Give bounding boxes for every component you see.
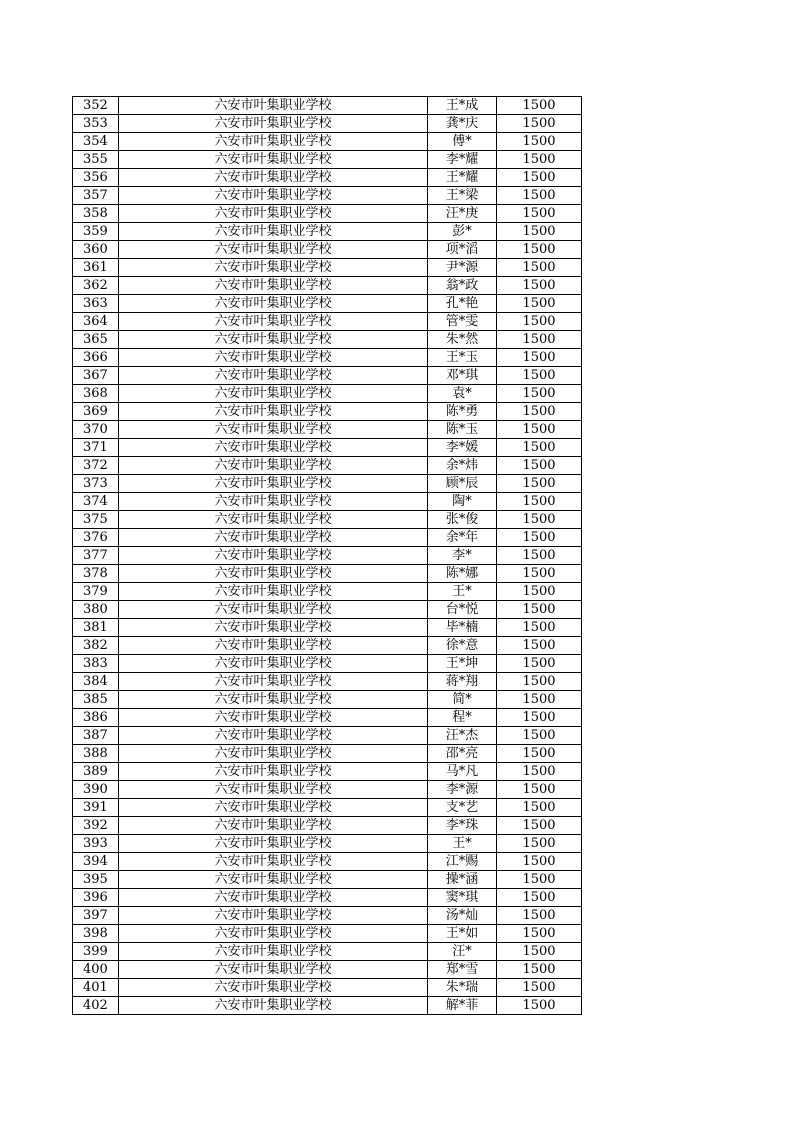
row-index-cell: 359 — [73, 223, 119, 241]
table-row — [73, 421, 582, 439]
student-name-cell: 王*如 — [428, 925, 497, 943]
table-row — [73, 673, 582, 691]
amount-cell: 1500 — [497, 385, 582, 403]
student-name-cell: 汪*杰 — [428, 727, 497, 745]
amount-cell: 1500 — [497, 781, 582, 799]
school-name-cell: 六安市叶集职业学校 — [119, 961, 428, 979]
amount-cell: 1500 — [497, 979, 582, 997]
row-index-cell: 383 — [73, 655, 119, 673]
table-row — [73, 817, 582, 835]
school-name-cell: 六安市叶集职业学校 — [119, 601, 428, 619]
amount-cell: 1500 — [497, 709, 582, 727]
school-name-cell: 六安市叶集职业学校 — [119, 529, 428, 547]
amount-cell: 1500 — [497, 835, 582, 853]
student-name-cell: 李*珠 — [428, 817, 497, 835]
student-name-cell: 孔*艳 — [428, 295, 497, 313]
row-index-cell: 362 — [73, 277, 119, 295]
student-name-cell: 张*俊 — [428, 511, 497, 529]
amount-cell: 1500 — [497, 349, 582, 367]
row-index-cell: 357 — [73, 187, 119, 205]
school-name-cell: 六安市叶集职业学校 — [119, 979, 428, 997]
school-name-cell: 六安市叶集职业学校 — [119, 637, 428, 655]
table-row — [73, 835, 582, 853]
amount-cell: 1500 — [497, 403, 582, 421]
school-name-cell: 六安市叶集职业学校 — [119, 115, 428, 133]
table-row — [73, 151, 582, 169]
amount-cell: 1500 — [497, 655, 582, 673]
school-name-cell: 六安市叶集职业学校 — [119, 187, 428, 205]
school-name-cell: 六安市叶集职业学校 — [119, 385, 428, 403]
student-name-cell: 王* — [428, 583, 497, 601]
school-name-cell: 六安市叶集职业学校 — [119, 367, 428, 385]
row-index-cell: 369 — [73, 403, 119, 421]
row-index-cell: 375 — [73, 511, 119, 529]
amount-cell: 1500 — [497, 871, 582, 889]
table-row — [73, 979, 582, 997]
school-name-cell: 六安市叶集职业学校 — [119, 889, 428, 907]
amount-cell: 1500 — [497, 133, 582, 151]
school-name-cell: 六安市叶集职业学校 — [119, 745, 428, 763]
row-index-cell: 356 — [73, 169, 119, 187]
row-index-cell: 396 — [73, 889, 119, 907]
table-row — [73, 547, 582, 565]
student-name-cell: 蒋*翔 — [428, 673, 497, 691]
table-row — [73, 601, 582, 619]
table-row — [73, 997, 582, 1015]
row-index-cell: 399 — [73, 943, 119, 961]
student-name-cell: 王*玉 — [428, 349, 497, 367]
school-name-cell: 六安市叶集职业学校 — [119, 853, 428, 871]
amount-cell: 1500 — [497, 817, 582, 835]
table-row — [73, 439, 582, 457]
row-index-cell: 394 — [73, 853, 119, 871]
row-index-cell: 366 — [73, 349, 119, 367]
school-name-cell: 六安市叶集职业学校 — [119, 133, 428, 151]
school-name-cell: 六安市叶集职业学校 — [119, 349, 428, 367]
school-name-cell: 六安市叶集职业学校 — [119, 709, 428, 727]
table-row — [73, 871, 582, 889]
table-row — [73, 349, 582, 367]
table-row — [73, 187, 582, 205]
table-row — [73, 223, 582, 241]
student-name-cell: 陈*勇 — [428, 403, 497, 421]
school-name-cell: 六安市叶集职业学校 — [119, 871, 428, 889]
amount-cell: 1500 — [497, 925, 582, 943]
school-name-cell: 六安市叶集职业学校 — [119, 781, 428, 799]
table-row — [73, 241, 582, 259]
school-name-cell: 六安市叶集职业学校 — [119, 403, 428, 421]
school-name-cell: 六安市叶集职业学校 — [119, 97, 428, 115]
table-row — [73, 475, 582, 493]
row-index-cell: 365 — [73, 331, 119, 349]
school-name-cell: 六安市叶集职业学校 — [119, 241, 428, 259]
student-name-cell: 彭* — [428, 223, 497, 241]
student-name-cell: 简* — [428, 691, 497, 709]
student-name-cell: 陈*玉 — [428, 421, 497, 439]
school-name-cell: 六安市叶集职业学校 — [119, 925, 428, 943]
table-row — [73, 133, 582, 151]
student-name-cell: 陈*娜 — [428, 565, 497, 583]
student-name-cell: 尹*源 — [428, 259, 497, 277]
row-index-cell: 372 — [73, 457, 119, 475]
table-row — [73, 907, 582, 925]
table-row — [73, 637, 582, 655]
table-row — [73, 655, 582, 673]
table-row — [73, 799, 582, 817]
amount-cell: 1500 — [497, 493, 582, 511]
amount-cell: 1500 — [497, 223, 582, 241]
table-row — [73, 277, 582, 295]
table-row — [73, 781, 582, 799]
amount-cell: 1500 — [497, 745, 582, 763]
student-name-cell: 李* — [428, 547, 497, 565]
student-name-cell: 汪*庚 — [428, 205, 497, 223]
school-name-cell: 六安市叶集职业学校 — [119, 493, 428, 511]
row-index-cell: 358 — [73, 205, 119, 223]
table-row — [73, 511, 582, 529]
row-index-cell: 355 — [73, 151, 119, 169]
table-row — [73, 943, 582, 961]
table-row — [73, 115, 582, 133]
row-index-cell: 364 — [73, 313, 119, 331]
amount-cell: 1500 — [497, 943, 582, 961]
row-index-cell: 381 — [73, 619, 119, 637]
row-index-cell: 368 — [73, 385, 119, 403]
row-index-cell: 387 — [73, 727, 119, 745]
student-name-cell: 窦*琪 — [428, 889, 497, 907]
table-row — [73, 565, 582, 583]
school-name-cell: 六安市叶集职业学校 — [119, 475, 428, 493]
school-name-cell: 六安市叶集职业学校 — [119, 727, 428, 745]
amount-cell: 1500 — [497, 997, 582, 1015]
student-name-cell: 解*菲 — [428, 997, 497, 1015]
amount-cell: 1500 — [497, 637, 582, 655]
table-row — [73, 385, 582, 403]
roster-table-body — [73, 97, 582, 1015]
amount-cell: 1500 — [497, 187, 582, 205]
amount-cell: 1500 — [497, 457, 582, 475]
school-name-cell: 六安市叶集职业学校 — [119, 547, 428, 565]
student-name-cell: 程* — [428, 709, 497, 727]
school-name-cell: 六安市叶集职业学校 — [119, 439, 428, 457]
amount-cell: 1500 — [497, 421, 582, 439]
row-index-cell: 363 — [73, 295, 119, 313]
school-name-cell: 六安市叶集职业学校 — [119, 205, 428, 223]
student-name-cell: 马*凡 — [428, 763, 497, 781]
row-index-cell: 402 — [73, 997, 119, 1015]
table-row — [73, 331, 582, 349]
row-index-cell: 361 — [73, 259, 119, 277]
row-index-cell: 384 — [73, 673, 119, 691]
row-index-cell: 367 — [73, 367, 119, 385]
student-name-cell: 汤*灿 — [428, 907, 497, 925]
amount-cell: 1500 — [497, 331, 582, 349]
table-row — [73, 619, 582, 637]
table-row — [73, 889, 582, 907]
student-name-cell: 陶* — [428, 493, 497, 511]
amount-cell: 1500 — [497, 313, 582, 331]
student-name-cell: 王*成 — [428, 97, 497, 115]
amount-cell: 1500 — [497, 673, 582, 691]
amount-cell: 1500 — [497, 241, 582, 259]
school-name-cell: 六安市叶集职业学校 — [119, 169, 428, 187]
amount-cell: 1500 — [497, 97, 582, 115]
row-index-cell: 395 — [73, 871, 119, 889]
table-row — [73, 403, 582, 421]
amount-cell: 1500 — [497, 529, 582, 547]
school-name-cell: 六安市叶集职业学校 — [119, 223, 428, 241]
table-row — [73, 529, 582, 547]
school-name-cell: 六安市叶集职业学校 — [119, 151, 428, 169]
student-name-cell: 朱*然 — [428, 331, 497, 349]
student-name-cell: 支*艺 — [428, 799, 497, 817]
student-name-cell: 余*炜 — [428, 457, 497, 475]
row-index-cell: 401 — [73, 979, 119, 997]
row-index-cell: 373 — [73, 475, 119, 493]
amount-cell: 1500 — [497, 475, 582, 493]
row-index-cell: 391 — [73, 799, 119, 817]
student-name-cell: 翁*政 — [428, 277, 497, 295]
row-index-cell: 380 — [73, 601, 119, 619]
school-name-cell: 六安市叶集职业学校 — [119, 655, 428, 673]
row-index-cell: 360 — [73, 241, 119, 259]
row-index-cell: 379 — [73, 583, 119, 601]
row-index-cell: 389 — [73, 763, 119, 781]
amount-cell: 1500 — [497, 439, 582, 457]
table-row — [73, 763, 582, 781]
amount-cell: 1500 — [497, 295, 582, 313]
school-name-cell: 六安市叶集职业学校 — [119, 565, 428, 583]
table-row — [73, 925, 582, 943]
amount-cell: 1500 — [497, 115, 582, 133]
table-row — [73, 961, 582, 979]
student-name-cell: 王*耀 — [428, 169, 497, 187]
amount-cell: 1500 — [497, 691, 582, 709]
row-index-cell: 382 — [73, 637, 119, 655]
table-row — [73, 493, 582, 511]
student-name-cell: 李*媛 — [428, 439, 497, 457]
table-row — [73, 691, 582, 709]
school-name-cell: 六安市叶集职业学校 — [119, 817, 428, 835]
school-name-cell: 六安市叶集职业学校 — [119, 943, 428, 961]
student-name-cell: 王* — [428, 835, 497, 853]
amount-cell: 1500 — [497, 151, 582, 169]
amount-cell: 1500 — [497, 259, 582, 277]
table-row — [73, 169, 582, 187]
student-name-cell: 徐*意 — [428, 637, 497, 655]
school-name-cell: 六安市叶集职业学校 — [119, 619, 428, 637]
amount-cell: 1500 — [497, 619, 582, 637]
amount-cell: 1500 — [497, 799, 582, 817]
school-name-cell: 六安市叶集职业学校 — [119, 799, 428, 817]
amount-cell: 1500 — [497, 205, 582, 223]
student-name-cell: 汪* — [428, 943, 497, 961]
table-row — [73, 205, 582, 223]
amount-cell: 1500 — [497, 367, 582, 385]
student-name-cell: 袁* — [428, 385, 497, 403]
school-name-cell: 六安市叶集职业学校 — [119, 259, 428, 277]
amount-cell: 1500 — [497, 511, 582, 529]
amount-cell: 1500 — [497, 565, 582, 583]
row-index-cell: 392 — [73, 817, 119, 835]
amount-cell: 1500 — [497, 961, 582, 979]
row-index-cell: 353 — [73, 115, 119, 133]
student-name-cell: 操*涵 — [428, 871, 497, 889]
table-row — [73, 745, 582, 763]
row-index-cell: 393 — [73, 835, 119, 853]
roster-table — [72, 96, 582, 1015]
amount-cell: 1500 — [497, 763, 582, 781]
school-name-cell: 六安市叶集职业学校 — [119, 457, 428, 475]
student-name-cell: 项*滔 — [428, 241, 497, 259]
table-row — [73, 367, 582, 385]
school-name-cell: 六安市叶集职业学校 — [119, 583, 428, 601]
student-name-cell: 龚*庆 — [428, 115, 497, 133]
row-index-cell: 390 — [73, 781, 119, 799]
amount-cell: 1500 — [497, 907, 582, 925]
school-name-cell: 六安市叶集职业学校 — [119, 691, 428, 709]
row-index-cell: 385 — [73, 691, 119, 709]
row-index-cell: 398 — [73, 925, 119, 943]
row-index-cell: 378 — [73, 565, 119, 583]
student-name-cell: 朱*瑞 — [428, 979, 497, 997]
school-name-cell: 六安市叶集职业学校 — [119, 421, 428, 439]
amount-cell: 1500 — [497, 889, 582, 907]
table-row — [73, 853, 582, 871]
student-name-cell: 余*年 — [428, 529, 497, 547]
student-name-cell: 傅* — [428, 133, 497, 151]
amount-cell: 1500 — [497, 601, 582, 619]
student-name-cell: 顾*辰 — [428, 475, 497, 493]
student-name-cell: 毕*楠 — [428, 619, 497, 637]
student-name-cell: 李*耀 — [428, 151, 497, 169]
school-name-cell: 六安市叶集职业学校 — [119, 763, 428, 781]
student-name-cell: 李*源 — [428, 781, 497, 799]
row-index-cell: 397 — [73, 907, 119, 925]
row-index-cell: 376 — [73, 529, 119, 547]
table-row — [73, 313, 582, 331]
table-row — [73, 583, 582, 601]
row-index-cell: 352 — [73, 97, 119, 115]
table-row — [73, 97, 582, 115]
student-name-cell: 邓*琪 — [428, 367, 497, 385]
school-name-cell: 六安市叶集职业学校 — [119, 331, 428, 349]
table-row — [73, 727, 582, 745]
amount-cell: 1500 — [497, 547, 582, 565]
row-index-cell: 354 — [73, 133, 119, 151]
school-name-cell: 六安市叶集职业学校 — [119, 277, 428, 295]
row-index-cell: 386 — [73, 709, 119, 727]
table-row — [73, 457, 582, 475]
table-row — [73, 709, 582, 727]
school-name-cell: 六安市叶集职业学校 — [119, 997, 428, 1015]
amount-cell: 1500 — [497, 853, 582, 871]
table-row — [73, 259, 582, 277]
row-index-cell: 371 — [73, 439, 119, 457]
school-name-cell: 六安市叶集职业学校 — [119, 313, 428, 331]
school-name-cell: 六安市叶集职业学校 — [119, 295, 428, 313]
amount-cell: 1500 — [497, 169, 582, 187]
student-name-cell: 管*雯 — [428, 313, 497, 331]
student-name-cell: 郑*雪 — [428, 961, 497, 979]
student-name-cell: 王*坤 — [428, 655, 497, 673]
student-name-cell: 台*悦 — [428, 601, 497, 619]
school-name-cell: 六安市叶集职业学校 — [119, 511, 428, 529]
school-name-cell: 六安市叶集职业学校 — [119, 907, 428, 925]
amount-cell: 1500 — [497, 583, 582, 601]
school-name-cell: 六安市叶集职业学校 — [119, 673, 428, 691]
school-name-cell: 六安市叶集职业学校 — [119, 835, 428, 853]
amount-cell: 1500 — [497, 277, 582, 295]
row-index-cell: 374 — [73, 493, 119, 511]
row-index-cell: 388 — [73, 745, 119, 763]
student-name-cell: 江*赐 — [428, 853, 497, 871]
row-index-cell: 370 — [73, 421, 119, 439]
student-name-cell: 王*梁 — [428, 187, 497, 205]
table-row — [73, 295, 582, 313]
row-index-cell: 400 — [73, 961, 119, 979]
student-name-cell: 邵*亮 — [428, 745, 497, 763]
amount-cell: 1500 — [497, 727, 582, 745]
row-index-cell: 377 — [73, 547, 119, 565]
